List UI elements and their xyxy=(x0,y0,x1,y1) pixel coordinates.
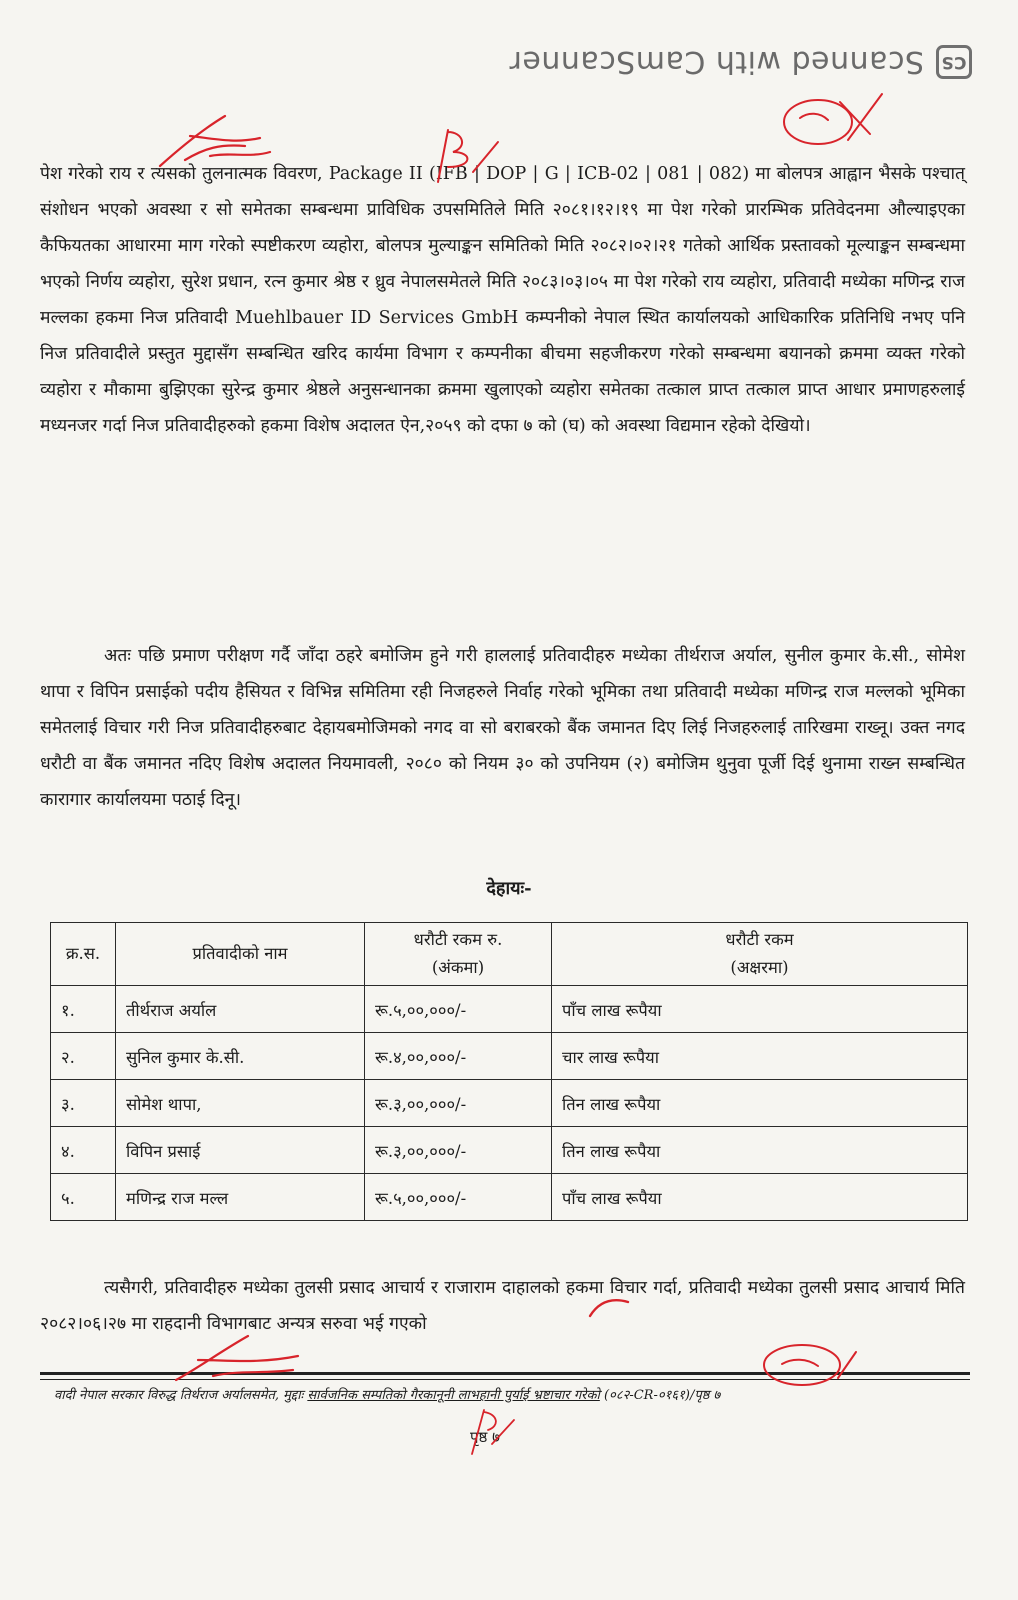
row-amount-words: पाँच लाख रूपैया xyxy=(552,1174,968,1221)
header-amount-figures-label: धरौटी रकम रु. xyxy=(413,930,503,949)
row-defendant-name: विपिन प्रसाई xyxy=(116,1127,365,1174)
header-amount-words-label: धरौटी रकम xyxy=(725,930,794,949)
footer-divider-thin xyxy=(40,1379,970,1380)
table-row xyxy=(51,986,968,1033)
header-defendant-name: प्रतिवादीको नाम xyxy=(116,923,365,986)
row-defendant-name: तीर्थराज अर्याल xyxy=(116,986,365,1033)
row-serial: ४. xyxy=(51,1127,116,1174)
row-amount-figures: रू.५,००,०००/- xyxy=(365,1174,552,1221)
row-defendant-name: सुनिल कुमार के.सी. xyxy=(116,1033,365,1080)
row-amount-words: तिन लाख रूपैया xyxy=(552,1080,968,1127)
row-serial: २. xyxy=(51,1033,116,1080)
row-amount-words: तिन लाख रूपैया xyxy=(552,1127,968,1174)
header-serial: क्र.स. xyxy=(51,923,116,986)
table-row xyxy=(51,1080,968,1127)
paragraph-continuation: त्यसैगरी, प्रतिवादीहरु मध्येका तुलसी प्रसाद आचार्य र राजाराम दाहालको हकमा विचार गर्दा, प्रतिवादी मध्येका तुलसी प्रसाद आचार्य मिति २०८२।०६।२७ मा राहदानी विभागबाट अन्यत्र सरुवा भई गएको xyxy=(40,1278,965,1334)
row-serial: ५. xyxy=(51,1174,116,1221)
paragraph-bail-order: अतः पछि प्रमाण परीक्षण गर्दै जाँदा ठहरे बमोजिम हुने गरी हाललाई प्रतिवादीहरु मध्येका तीर्थराज अर्याल, सुनील कुमार के.सी., सोमेश थापा र विपिन प्रसाईको पदीय हैसियत र विभिन्न समितिमा रही निजहरुले निर्वाह गरेको भूमिका तथा प्रतिवादी मध्येका मणिन्द्र राज मल्लको भूमिका समेतलाई विचार गरी निज प्रतिवादीहरुबाट देहायबमोजिमको नगद वा सो बराबरको बैंक जमानत दिए लिई निजहरुलाई तारिखमा राख्नू। उक्त नगद धरौटी वा बैंक जमानत नदिए विशेष अदालत नियमावली, २०८० को नियम ३० को उपनियम (२) बमोजिम थुनुवा पूर्जी दिई थुनामा राख्न सम्बन्धित कारागार कार्यालयमा पठाई दिनू। xyxy=(40,646,965,810)
table-heading: देहायः- xyxy=(486,878,532,899)
table-header-row xyxy=(51,923,968,986)
row-amount-words: चार लाख रूपैया xyxy=(552,1033,968,1080)
row-amount-figures: रू.४,००,०००/- xyxy=(365,1033,552,1080)
camscanner-logo-icon: CS xyxy=(936,45,972,79)
footer-prefix: वादी नेपाल सरकार विरुद्ध तिर्थराज अर्यालसमेत, मुद्दाः xyxy=(54,1388,304,1403)
row-amount-figures: रू.५,००,०००/- xyxy=(365,986,552,1033)
footer-case-title: सार्वजनिक सम्पतिको गैरकानूनी लाभहानी पुर्याई भ्रष्टाचार गरेको xyxy=(307,1388,600,1403)
row-amount-words: पाँच लाख रूपैया xyxy=(552,986,968,1033)
table-row xyxy=(51,1127,968,1174)
footer-divider-thick xyxy=(40,1372,970,1375)
scanner-watermark xyxy=(472,34,972,90)
annotation-top-right-icon xyxy=(770,88,890,158)
footer-case-line: वादी नेपाल सरकार विरुद्ध तिर्थराज अर्यालसमेत, मुद्दाः सार्वजनिक सम्पतिको गैरकानूनी लाभहानी पुर्याई भ्रष्टाचार गरेको (०८२-CR-०१६१)/पृष्ठ ७ xyxy=(54,1388,721,1403)
header-amount-figures xyxy=(365,923,552,986)
row-defendant-name: मणिन्द्र राज मल्ल xyxy=(116,1174,365,1221)
row-amount-figures: रू.३,००,०००/- xyxy=(365,1080,552,1127)
table-row xyxy=(51,1033,968,1080)
row-serial: ३. xyxy=(51,1080,116,1127)
row-amount-figures: रू.३,००,०००/- xyxy=(365,1127,552,1174)
table-row xyxy=(51,1174,968,1221)
row-defendant-name: सोमेश थापा, xyxy=(116,1080,365,1127)
scanner-watermark-text: Scanned with CamScanner xyxy=(509,44,924,80)
paragraph-findings: पेश गरेको राय र त्यसको तुलनात्मक विवरण, Package II (IFB | DOP | G | ICB-02 | 081 | 082) मा बोलपत्र आह्वान भैसके पश्चात् संशोधन भएको अवस्था र सो समेतका सम्बन्धमा प्राविधिक उपसमितिले मिति २०८१।१२।१९ मा पेश गरेको प्रारम्भिक प्रतिवेदनमा औल्याइएका कैफियतका आधारमा माग गरेको स्पष्टीकरण व्यहोरा, बोलपत्र मुल्याङ्कन समितिको मिति २०८२।०२।२१ गतेको आर्थिक प्रस्तावको मूल्याङ्कन सम्बन्धमा भएको निर्णय व्यहोरा, सुरेश प्रधान, रत्न कुमार श्रेष्ठ र ध्रुव नेपालसमेतले मिति २०८३।०३।०५ मा पेश गरेको राय व्यहोरा, प्रतिवादी मध्येका मणिन्द्र राज मल्लका हकमा निज प्रतिवादी Muehlbauer ID Services GmbH कम्पनीको नेपाल स्थित कार्यालयको आधिकारिक प्रतिनिधि नभए पनि निज प्रतिवादीले प्रस्तुत मुद्दासँग सम्बन्धित खरिद कार्यमा विभाग र कम्पनीका बीचमा सहजीकरण गरेको सम्बन्धमा बयानको क्रममा व्यक्त गरेको व्यहोरा र मौकामा बुझिएका सुरेन्द्र कुमार श्रेष्ठले अनुसन्धानका क्रममा खुलाएको व्यहोरा समेतका तत्काल प्राप्त तत्काल प्राप्त आधार प्रमाणहरुलाई मध्यनजर गर्दा निज प्रतिवादीहरुको हकमा विशेष अदालत ऐन,२०५९ को दफा ७ को (घ) को अवस्था विद्यमान रहेको देखियो। xyxy=(40,164,965,436)
footer-page-ref: पृष्ठ ७ xyxy=(694,1388,721,1403)
page-number: पृष्ठ ७ xyxy=(470,1428,500,1446)
bail-amount-table xyxy=(50,922,968,1221)
header-amount-figures-note: (अंकमा) xyxy=(431,958,485,977)
row-serial: १. xyxy=(51,986,116,1033)
header-amount-words-note: (अक्षरमा) xyxy=(730,958,789,977)
footer-case-number: (०८२-CR-०१६१) xyxy=(603,1388,690,1403)
header-amount-words xyxy=(552,923,968,986)
